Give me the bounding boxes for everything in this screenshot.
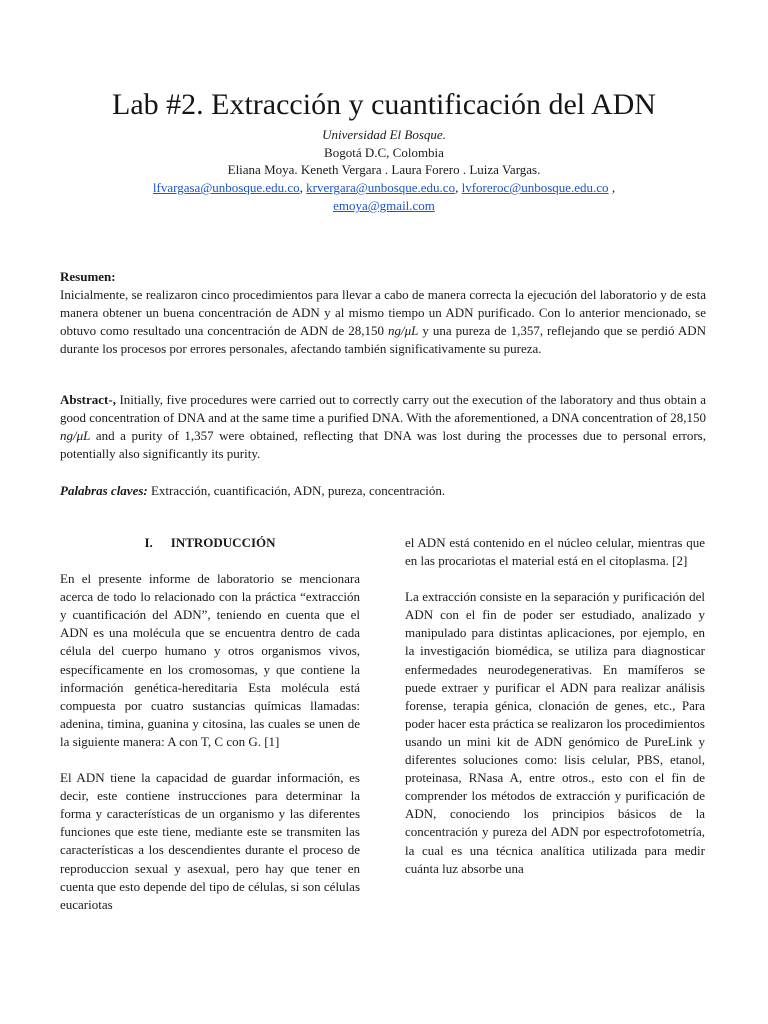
section-heading	[60, 534, 360, 552]
abstract-text: and a purity of 1,357 were obtained, reflecting that DNA was lost during the processes due to personal errors, potentially also significantly its purity.	[60, 428, 706, 461]
left-column	[60, 534, 360, 932]
email-link[interactable]: lvforeroc@unbosque.edu.co	[461, 180, 609, 195]
unit-label: ng/μL	[388, 323, 419, 338]
unit-label: ng/μL	[60, 428, 91, 443]
city-line: Bogotá D.C, Colombia	[324, 145, 444, 160]
email-separator: ,	[608, 180, 616, 195]
email-line	[0, 179, 768, 197]
resumen-text: y una pureza de 1,357, reflejando que se perdió ADN durante los procesos por errores personales, afectando también significativamente su pureza.	[60, 323, 706, 356]
email-separator: ,	[455, 180, 462, 195]
resumen-heading: Resumen:	[60, 269, 116, 284]
email-link[interactable]: krvergara@unbosque.edu.co	[306, 180, 456, 195]
body-paragraph: El ADN tiene la capacidad de guardar información, es decir, este contiene instrucciones para determinar la forma y características de un organismo y las diferentes funciones que este tiene, mediante este se transmiten las características a los descendientes durante el proceso de reproduccion sexual y asexual, pero hay que tener en cuenta que esto depende del tipo de células, si son células eucariotas	[60, 770, 360, 912]
resumen-text: Inicialmente, se realizaron cinco procedimientos para llevar a cabo de manera correcta la ejecución del laboratorio y de esta manera obtener un buena concentración de ADN y al mismo tiempo un ADN purificado. Con lo anterior mencionado, se obtuvo como resultado una concentración de ADN de 28,150	[60, 287, 706, 338]
email-link[interactable]: emoya@gmail.com	[333, 198, 435, 213]
email-separator: ,	[299, 180, 307, 195]
email-line	[0, 197, 768, 215]
resumen-paragraph	[60, 286, 706, 358]
author-list: Eliana Moya. Keneth Vergara . Laura Forero . Luiza Vargas.	[227, 162, 541, 177]
abstract-heading: Abstract-,	[60, 392, 116, 407]
section-number: I.	[144, 535, 153, 550]
body-paragraph: La extracción consiste en la separación y purificación del ADN con el fin de poder ser estudiado, analizado y manipulado para distintas aplicaciones, por ejemplo, en la investigación biomédica, se utiliza para diagnosticar enfermedades neurodegenerativas. En mamíferos se puede extraer y purificar el ADN para realizar análisis forense, terapia génica, clonación de genes, etc., Para poder hacer esta práctica se realizaron los procedimientos usando un mini kit de ADN genómico de PureLink y diferentes soluciones como: lisis celular, PBS, etanol, proteinasa, RNasa A, entre otros., esto con el fin de comprender los métodos de extracción y purificación de ADN, conociendo los principios básicos de la concentración y pureza del ADN por espectrofotometría, la cual es una técnica analítica utilizada para medir cuánta luz absorbe una	[405, 589, 705, 876]
paper-title: Lab #2. Extracción y cuantificación del ADN	[112, 88, 656, 121]
keywords-line	[60, 482, 706, 500]
keywords-text: Extracción, cuantificación, ADN, pureza, concentración.	[147, 483, 446, 498]
body-paragraph: En el presente informe de laboratorio se mencionara acerca de todo lo relacionado con la práctica “extracción y cuantificación del ADN”, teniendo en cuenta que el ADN es una molécula que se encuentra dentro de cada célula del cuerpo humano y otros organismos vivos, específicamente en los cromosomas, y que contiene la información genética-hereditaria Esta molécula está compuesta por cuatro sustancias químicas llamadas: adenina, timina, guanina y citosina, las cuales se unen de la siguiente manera: A con T, C con G. [1]	[60, 571, 360, 749]
abstract-paragraph	[60, 391, 706, 463]
abstract-text: Initially, five procedures were carried out to correctly carry out the execution of the laboratory and thus obtain a good concentration of DNA and at the same time a purified DNA. With the aforementioned, a DNA concentration of 28,150	[60, 392, 706, 425]
email-link[interactable]: lfvargasa@unbosque.edu.co	[152, 180, 300, 195]
right-column	[405, 534, 705, 896]
body-paragraph: el ADN está contenido en el núcleo celular, mientras que en las procariotas el material está en el citoplasma. [2]	[405, 535, 705, 569]
section-title: INTRODUCCIÓN	[170, 535, 276, 550]
university-name: Universidad El Bosque.	[322, 127, 446, 142]
keywords-label: Palabras claves:	[60, 483, 148, 498]
